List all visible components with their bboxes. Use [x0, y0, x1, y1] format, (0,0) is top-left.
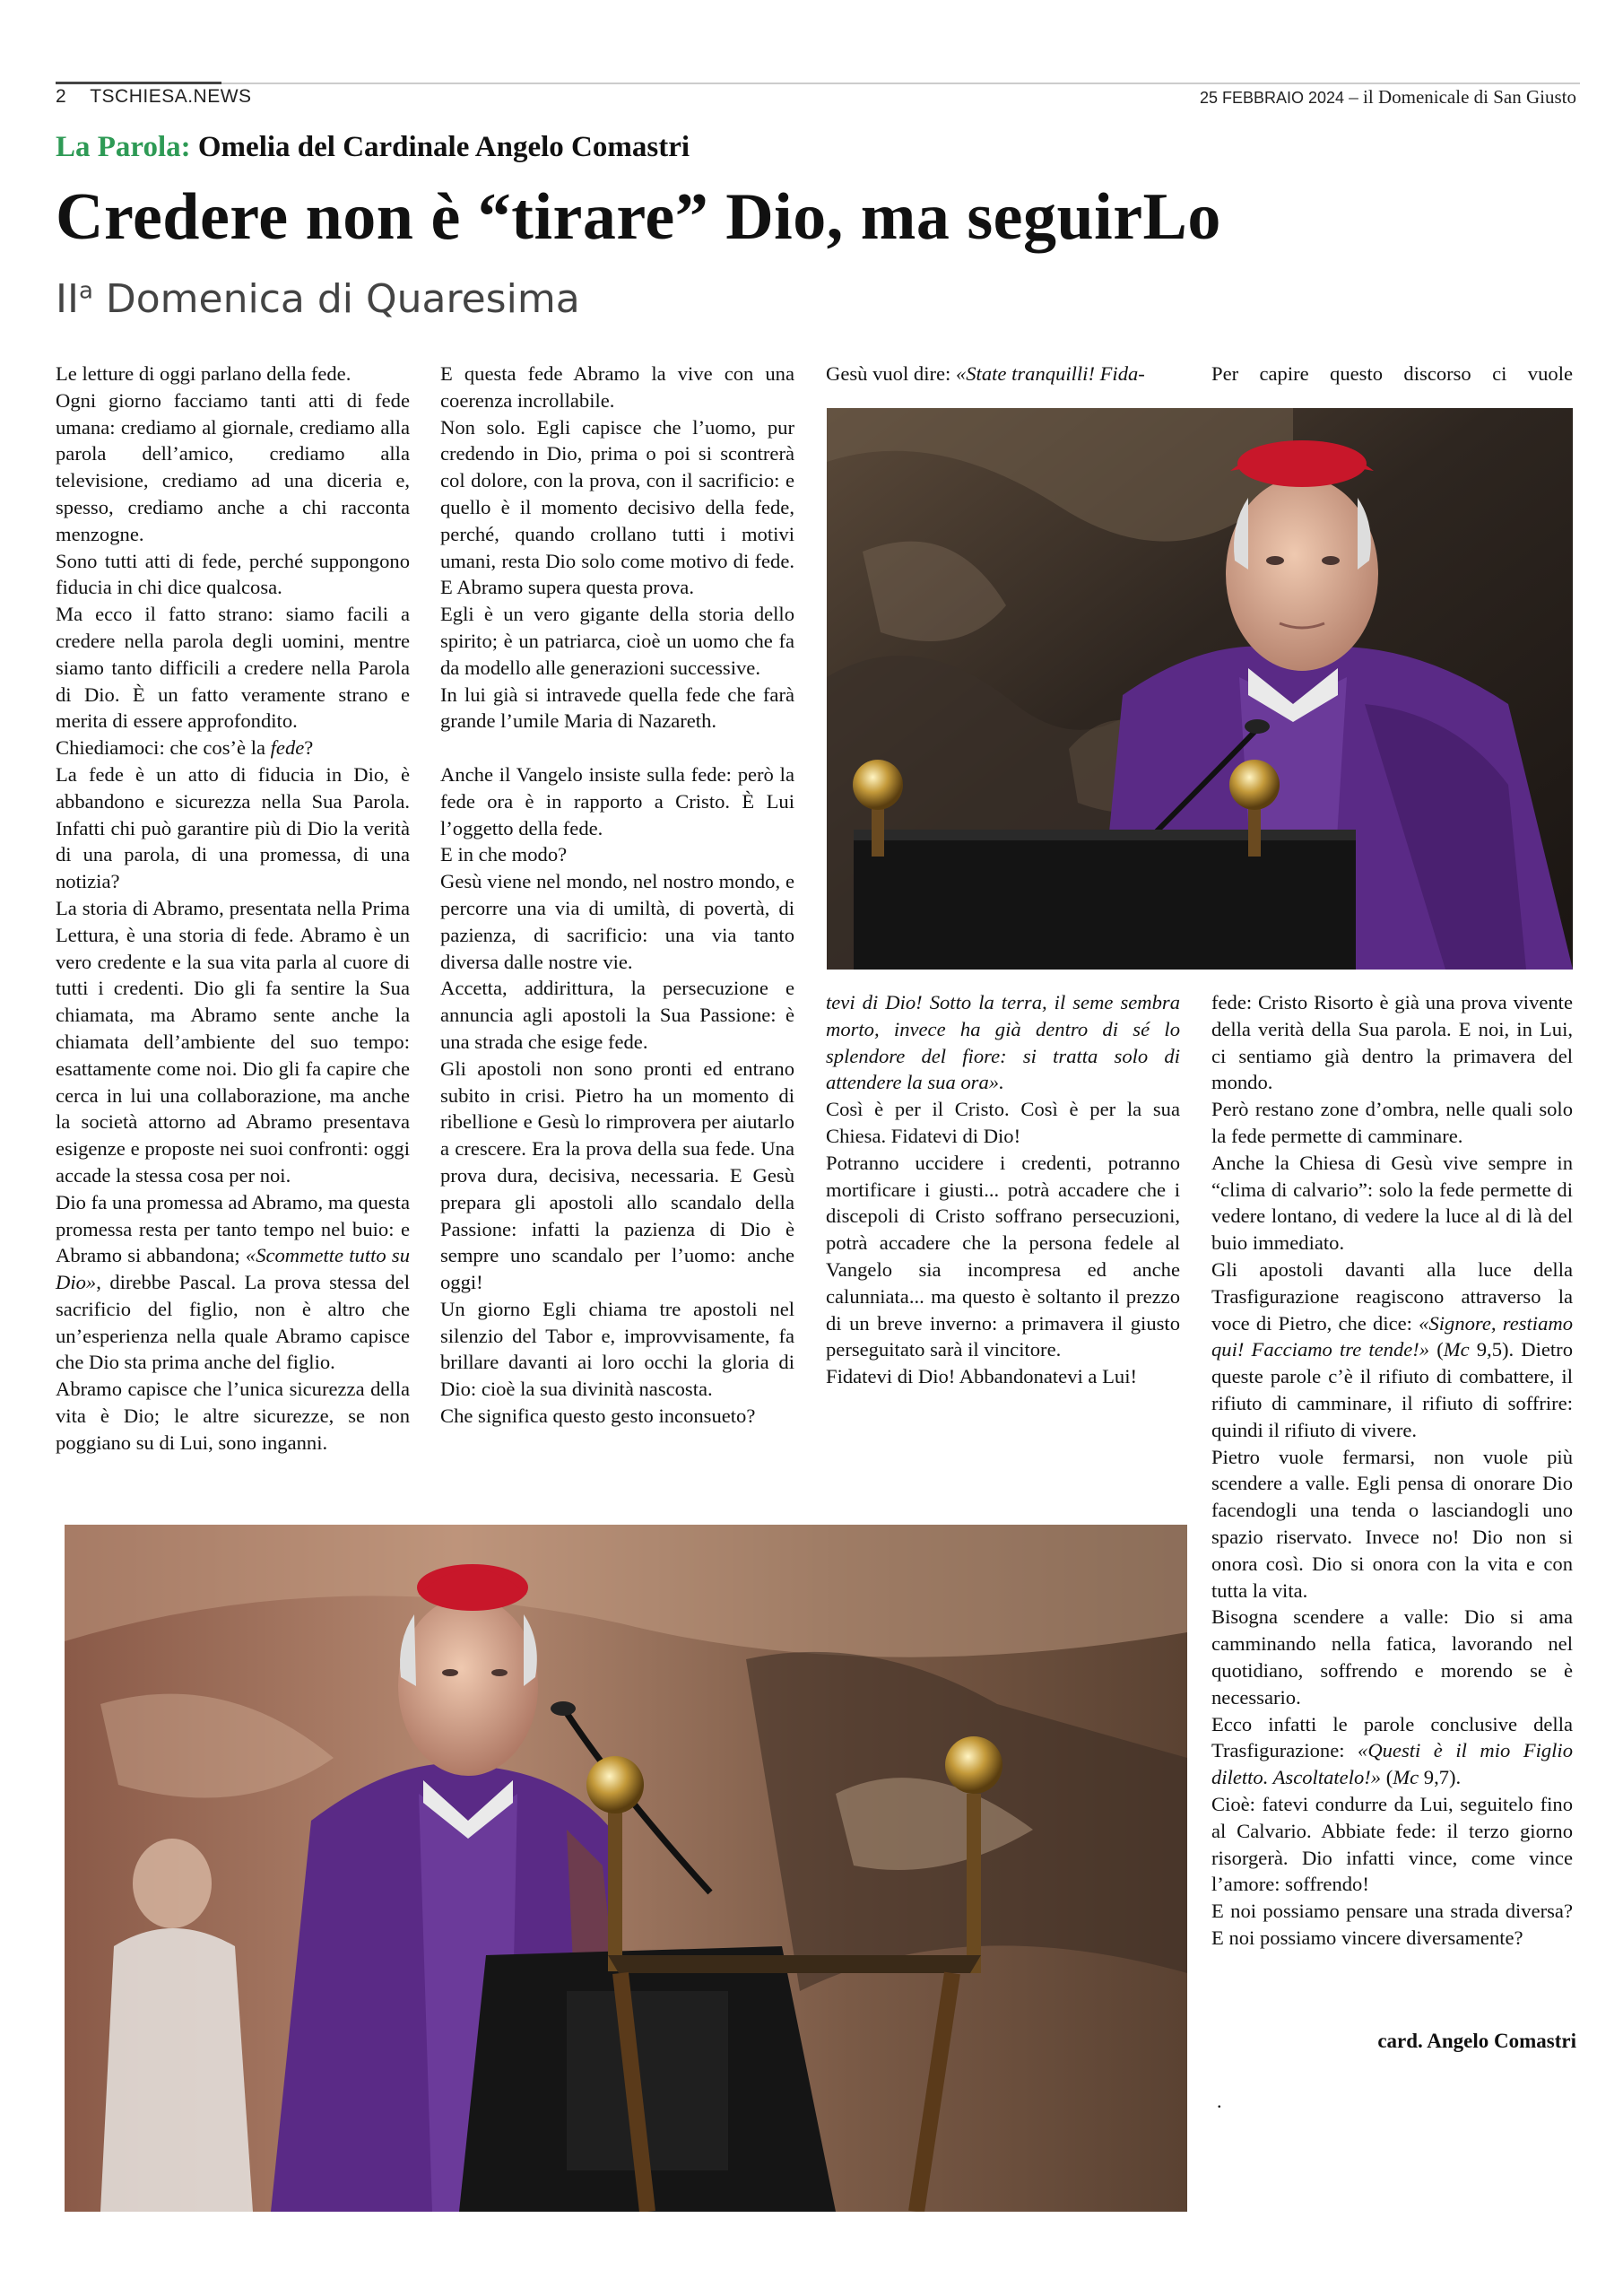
text-run: 9,7).	[1419, 1766, 1462, 1789]
paragraph: Un giorno Egli chiama tre apostoli nel silenzio del Tabor e, improvvisamente, fa brillare davanti ai loro occhi la gloria di Dio: cioè la sua divinità nascosta.	[440, 1297, 794, 1401]
paragraph: Cioè: fatevi condurre da Lui, seguitelo fino al Calvario. Abbiate fede: il terzo giorno risorgerà. Dio infatti vince, come vince l’amore: soffrendo!	[1211, 1792, 1573, 1896]
paragraph: Che significa questo gesto inconsueto?	[440, 1405, 756, 1428]
page-number: 2	[56, 86, 67, 107]
text-run: ?	[304, 736, 314, 760]
paragraph: Egli è un vero gigante della storia dello spirito; è un patriarca, cioè un uomo che fa da modello alle generazioni successive.	[440, 603, 794, 679]
paragraph: E questa fede Abramo la vive con una coerenza incrollabile.	[440, 362, 794, 412]
paragraph: La storia di Abramo, presentata nella Prima Lettura, è una storia di fede. Abramo è un vero credente e la sua vita parla al cuore di tutti i credenti. Dio gli fa sentire la Sua chiamata, ma Abramo sente anche la chiamata dell’ambiente del suo tempo: esattamente come noi. Dio gli fa capire che cerca in lui una collaborazione, ma anche la società attorno ad Abramo presentava esigenze e proposte nei suoi confronti: oggi accade la stessa cosa per noi.	[56, 896, 410, 1187]
paragraph: La fede è un atto di fiducia in Dio, è abbandono e sicurezza nella Sua Parola. Infatti chi può garantire più di Dio la verità di una parola, di una promessa, di una notizia?	[56, 762, 410, 893]
paragraph: E in che modo?	[440, 843, 568, 866]
paragraph	[826, 361, 1180, 387]
paragraph: In lui già si intravede quella fede che farà grande l’umile Maria di Nazareth.	[440, 683, 794, 733]
publication-name: TSCHIESA.NEWS	[90, 86, 252, 107]
trailing-mark: .	[1217, 2090, 1222, 2112]
subtitle-rest: Domenica di Quaresima	[92, 276, 580, 322]
header-rule	[56, 83, 1580, 84]
paragraph: Pietro vuole fermarsi, non vuole più scendere a valle. Egli pensa di onorare Dio facendogli una tenda o lasciandogli uno spazio riservato. Invece no! Dio non si onora così. Dio si onora con la vita e con tutta la vita.	[1211, 1445, 1573, 1602]
italic-run: fede	[270, 736, 305, 760]
cardinal-homily-photo	[65, 1525, 1187, 2212]
italic-quote: «Questi è il mio Figlio diletto. Ascoltatelo!»	[1211, 1739, 1573, 1789]
paragraph: Gesù viene nel mondo, nel nostro mondo, e percorre una via di umiltà, di povertà, di pazienza, di sacrificio: una via tanto diversa dalle nostre vie.	[440, 870, 794, 973]
text-run: , direbbe Pascal. La prova stessa del sacrificio del figlio, non è altro che un’esperienza nella quale Abramo capisce che Dio sta prima anche del figlio.	[56, 1271, 410, 1374]
paragraph: Per capire questo discorso ci vuole	[1211, 362, 1573, 385]
subtitle-sup: a	[78, 277, 93, 305]
paragraph: Bisogna scendere a valle: Dio si ama camminando nella fatica, lavorando nel quotidiano, soffrendo e morendo se è necessario.	[1211, 1605, 1573, 1709]
column-1	[56, 361, 410, 1457]
text-run: Chiediamoci: che cos’è la	[56, 736, 271, 760]
kicker-label: La Parola:	[56, 131, 191, 163]
italic-quote: «Scommette tutto su Dio»	[56, 1244, 410, 1294]
paragraph: Ma ecco il fatto strano: siamo facili a credere nella parola degli uomini, mentre siamo tanto difficili a credere nella Parola di Dio. È un fatto veramente strano e merita di essere approfondito.	[56, 603, 410, 733]
paragraph: Le letture di oggi parlano della fede.	[56, 362, 352, 385]
paragraph: Ogni giorno facciamo tanti atti di fede umana: crediamo al giornale, crediamo alla parola dell’amico, crediamo alla televisione, crediamo ad una diceria e, spesso, crediamo anche a chi racconta menzogne.	[56, 388, 410, 545]
italic-ref: Mc	[1393, 1766, 1419, 1789]
column-4-top	[1211, 361, 1573, 387]
text-run: Gesù vuol dire:	[826, 362, 956, 385]
text-run: Ecco infatti le parole conclusive della Trasfigurazione:	[1211, 1712, 1573, 1762]
paragraph	[1211, 1711, 1573, 1791]
italic-quote: «Signore, restiamo qui! Facciamo tre tende!»	[1211, 1311, 1573, 1361]
column-2	[440, 361, 794, 1430]
cardinal-portrait-photo	[827, 408, 1573, 970]
author-signature: card. Angelo Comastri	[1377, 2030, 1576, 2052]
text-run: (	[1429, 1338, 1444, 1361]
text-run: (	[1381, 1766, 1393, 1789]
paragraph	[56, 735, 410, 761]
italic-quote: tevi di Dio! Sotto la terra, il seme sembra morto, invece ha già dentro di sé lo splendore del fiore: si tratta solo di attendere la sua ora».	[826, 991, 1180, 1094]
paragraph: Accetta, addirittura, la persecuzione e annuncia agli apostoli la Sua Passione: è una strada che esige fede.	[440, 977, 794, 1053]
paragraph: Fidatevi di Dio! Abbandonatevi a Lui!	[826, 1365, 1137, 1388]
kicker	[56, 131, 690, 164]
header-rule-accent	[56, 82, 221, 84]
paragraph: Non solo. Egli capisce che l’uomo, pur credendo in Dio, prima o poi si scontrerà col dolore, con la prova, con il sacrificio: e quello è il momento decisivo della fede, perché, quando crollano tutti i motivi umani, resta Dio solo come motivo di fede. E Abramo supera questa prova.	[440, 415, 794, 599]
header-left	[56, 86, 252, 108]
subtitle-prefix: II	[56, 276, 79, 322]
issue-date: 25 FEBBRAIO 2024	[1199, 89, 1345, 107]
edition-name: – il Domenicale di San Giusto	[1344, 86, 1576, 108]
italic-ref: Mc	[1443, 1338, 1470, 1361]
italic-quote: «State tranquilli! Fida-	[955, 362, 1145, 385]
text-run: Gli apostoli davanti alla luce della Trasfigurazione reagiscono attraverso la voce di Pietro, che dice:	[1211, 1257, 1573, 1335]
paragraph: fede: Cristo Risorto è già una prova vivente della verità della Sua parola. E noi, in Lui, ci sentiamo già dentro la primavera del mondo.	[1211, 991, 1573, 1094]
paragraph: Potranno uccidere i credenti, potranno mortificare i giusti... potrà accadere che i discepoli di Cristo soffrano persecuzioni, potrà accadere che la persona fedele al Vangelo sia incompresa ed anche calunniata... ma questo è soltanto il prezzo di un breve inverno: a primavera il giusto perseguitato sarà il vincitore.	[826, 1151, 1180, 1361]
paragraph: Però restano zone d’ombra, nelle quali solo la fede permette di camminare.	[1211, 1098, 1573, 1147]
kicker-text: Omelia del Cardinale Angelo Comastri	[197, 131, 690, 163]
paragraph: Gli apostoli non sono pronti ed entrano subito in crisi. Pietro ha un momento di ribellione e Gesù lo rimprovera per aiutarlo a crescere. Era la prova della sua fede. Una prova dura, decisiva, necessaria. E Gesù prepara gli apostoli allo scandalo della Passione: infatti la pazienza di Dio è sempre uno scandalo per l’uomo: anche oggi!	[440, 1057, 794, 1294]
header-right	[1200, 86, 1576, 109]
paragraph	[56, 1189, 410, 1377]
paragraph	[1211, 1257, 1573, 1444]
paragraph: Abramo capisce che l’unica sicurezza della vita è Dio; le altre sicurezze, se non poggiano su di Lui, sono inganni.	[56, 1378, 410, 1454]
article-title: Credere non è “tirare” Dio, ma seguirLo	[56, 180, 1221, 254]
text-run: Dio fa una promessa ad Abramo, ma questa promessa resta per tanto tempo nel buio: e Abramo si abbandona;	[56, 1190, 410, 1267]
paragraph: E noi possiamo pensare una strada diversa? E noi possiamo vincere diversamente?	[1211, 1900, 1573, 1949]
text-run: 9,5). Dietro queste parole c’è il rifiuto di combattere, il rifiuto di camminare, il rifiuto di soffrire: quindi il rifiuto di vivere.	[1211, 1338, 1573, 1441]
paragraph: Anche la Chiesa di Gesù vive sempre in “clima di calvario”: solo la fede permette di vedere lontano, di vedere la luce al di là del buio immediato.	[1211, 1151, 1573, 1255]
paragraph: Così è per il Cristo. Così è per la sua Chiesa. Fidatevi di Dio!	[826, 1098, 1180, 1147]
article-subtitle	[56, 276, 580, 322]
paragraph	[826, 989, 1180, 1096]
paragraph: Sono tutti atti di fede, perché suppongono fiducia in chi dice qualcosa.	[56, 549, 410, 599]
column-3	[826, 989, 1180, 1390]
column-4	[1211, 989, 1573, 1952]
paragraph: Anche il Vangelo insiste sulla fede: però la fede ora è in rapporto a Cristo. È Lui l’oggetto della fede.	[440, 762, 794, 839]
column-3-top	[826, 361, 1180, 387]
